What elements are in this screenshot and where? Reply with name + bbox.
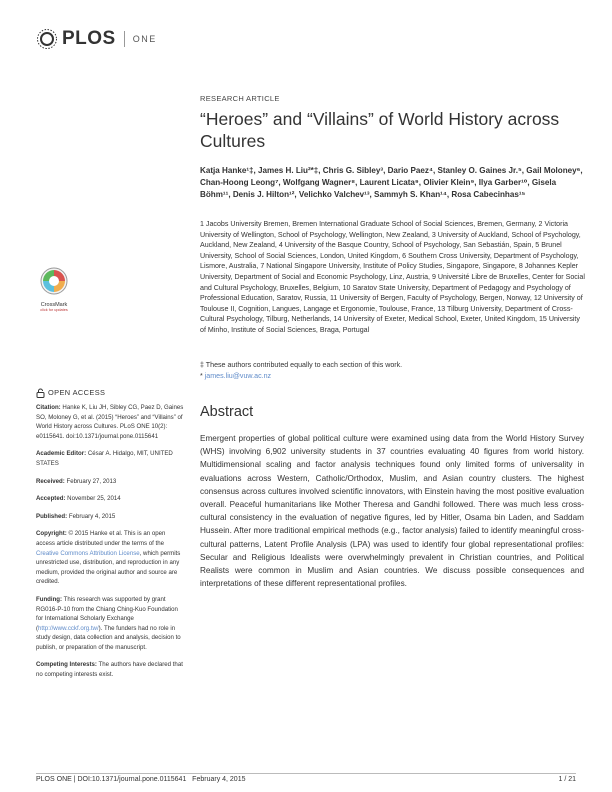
copyright-label: Copyright: [36, 530, 67, 538]
received-block [36, 477, 186, 487]
published-label: Published: [36, 512, 68, 520]
abstract-heading: Abstract [200, 404, 254, 420]
received-label: Received: [36, 477, 65, 485]
logo-divider [124, 31, 125, 47]
received-date: February 27, 2013 [66, 477, 117, 485]
crossmark-icon [39, 266, 69, 296]
open-lock-icon [36, 388, 45, 398]
citation-text: Hanke K, Liu JH, Sibley CG, Paez D, Gaines SO, Moloney G, et al. (2015) “Heroes” and “Villains” of World History across Cultures. PLoS ONE 10(2): e0115641. doi:10.1371/journal.pone.0115641 [36, 404, 184, 440]
copyright-text-pre: © 2015 Hanke et al. This is an open access article distributed under the terms of the [36, 530, 166, 547]
editor-block [36, 449, 186, 468]
open-access-label: OPEN ACCESS [48, 388, 106, 398]
journal-brand: PLOS [62, 28, 116, 49]
page-number: 1 / 21 [558, 776, 576, 783]
corresponding-marker: * [200, 371, 205, 380]
journal-logo[interactable] [36, 28, 157, 50]
published-date: February 4, 2015 [68, 512, 116, 520]
citation-label: Citation: [36, 404, 61, 411]
journal-name: ONE [132, 34, 157, 44]
plos-mark-icon [36, 28, 58, 50]
accepted-block [36, 494, 186, 504]
citation-block [36, 403, 186, 441]
funding-block [36, 595, 186, 653]
license-link[interactable]: Creative Commons Attribution License [36, 549, 140, 557]
competing-text: The authors have declared that no competing interests exist. [36, 661, 183, 679]
accepted-label: Accepted: [36, 495, 66, 503]
corresponding-email-line [200, 371, 585, 382]
article-type: RESEARCH ARTICLE [200, 94, 280, 103]
article-title: “Heroes” and “Villains” of World History across Cultures [200, 109, 560, 151]
open-access-badge[interactable] [36, 388, 186, 398]
corresponding-email-link[interactable]: james.liu@vuw.ac.nz [204, 371, 272, 380]
author-notes [200, 360, 585, 381]
funder-link[interactable]: http://www.cckf.org.tw/ [38, 624, 99, 632]
editor-label: Academic Editor: [36, 450, 87, 458]
published-block [36, 512, 186, 522]
funding-text-pre: This research was supported by grant RG016-P-10 from the Chiang Ching-Kuo Foundation for International Scholarly Exchange ( [36, 595, 178, 632]
competing-label: Competing Interests: [36, 661, 97, 669]
crossmark-badge[interactable] [37, 266, 71, 312]
editor-text: César A. Hidalgo, MIT, UNITED STATES [36, 450, 173, 467]
funding-label: Funding: [36, 595, 63, 603]
equal-contribution-note: ‡ These authors contributed equally to each section of this work. [200, 361, 403, 369]
footer-citation: PLOS ONE | DOI:10.1371/journal.pone.0115641 February 4, 2015 [36, 776, 246, 783]
competing-interests-block [36, 660, 186, 679]
copyright-block [36, 529, 186, 587]
affiliation-list: 1 Jacobs University Bremen, Bremen International Graduate School of Social Sciences, Bremen, Germany, 2 Victoria University of Wellington, School of Psychology, Wellington, New Zealand, 3 University of Auckland, School of Psychology, Auckland, New Zealand, 4 University of the Basque Country, School of Psychology, San Sebastián, Spain, 5 Brunel University, School of Social Sciences, London, United Kingdom, 6 Southern Cross University, Department of Psychology, Lismore, Australia, 7 National Singapore University, Institute of Policy Studies, Singapore, Singapore, 8 Johannes Kepler University, Department of Social and Economic Psychology, Linz, Austria, 9 Université Libre de Bruxelles, Center for Social and Cultural Psychology, Bruxelles, Belgium, 10 Saratov State University, Department of Pedagogy and Psychology of Professional Education, Saratov, Russia, 11 University of Bergen, Faculty of Psychology, Bergen, Norway, 12 University of Toulouse II, Cognition, Langues, Langage et Ergonomie, Toulouse, France, 13 Tilburg University, Department of Cross-Cultural Psychology, Tilburg, Netherlands, 14 University of Exeter, Medical School, Exeter, United Kingdom, 15 University of Minho, Institute of Social Sciences, Braga, Portugal [200, 220, 585, 334]
copyright-text-post: , which permits unrestricted use, distribution, and reproduction in any medium, provided the original author and source are credited. [36, 549, 181, 586]
author-list: Katja Hanke¹‡, James H. Liu²*‡, Chris G. Sibley³, Dario Paez⁴, Stanley O. Gaines Jr.⁵, Gail Moloney⁶, Chan-Hoong Leong⁷, Wolfgang Wagner⁸, Laurent Licata⁹, Olivier Klein⁹, Ilya Garber¹⁰, Gisela Böhm¹¹, Denis J. Hilton¹², Velichko Valchev¹³, Sammyh S. Khan¹⁴, Rosa Cabecinhas¹⁵ [200, 166, 583, 199]
footer-divider [36, 773, 576, 774]
accepted-date: November 25, 2014 [67, 495, 121, 503]
crossmark-label: CrossMark [40, 302, 68, 308]
article-sidebar [36, 388, 186, 688]
crossmark-sub: click for updates [40, 308, 68, 312]
funding-text-post: ). The funders had no role in study design, data collection and analysis, decision to publish, or preparation of the manuscript. [36, 624, 181, 651]
abstract-body: Emergent properties of global political culture were examined using data from the World History Survey (WHS) involving 6,902 university students in 37 countries evaluating 40 figures from world history. Multidimensional scaling and factor analysis techniques found only limited forms of universality in evaluations across Western, Catholic/Orthodox, Muslim, and Asian country clusters. The highest consensus across cultures involved scientific innovators, with Einstein having the most positive evaluation overall. Peaceful humanitarians like Mother Theresa and Gandhi followed. There was much less cross-cultural consistency in the evaluation of negative figures, led by Hitler, Osama bin Laden, and Saddam Hussein. After more traditional empirical methods (e.g., factor analysis) failed to identify meaningful cross-cultural patterns, Latent Profile Analysis (LPA) was used to identify four global representational profiles: Secular and Religious Idealists were overwhelmingly prevalent in Christian countries, and Political Realists were common in Muslim and Asian countries. We discuss possible consequences and interpretations of these different representational profiles. [200, 434, 584, 589]
